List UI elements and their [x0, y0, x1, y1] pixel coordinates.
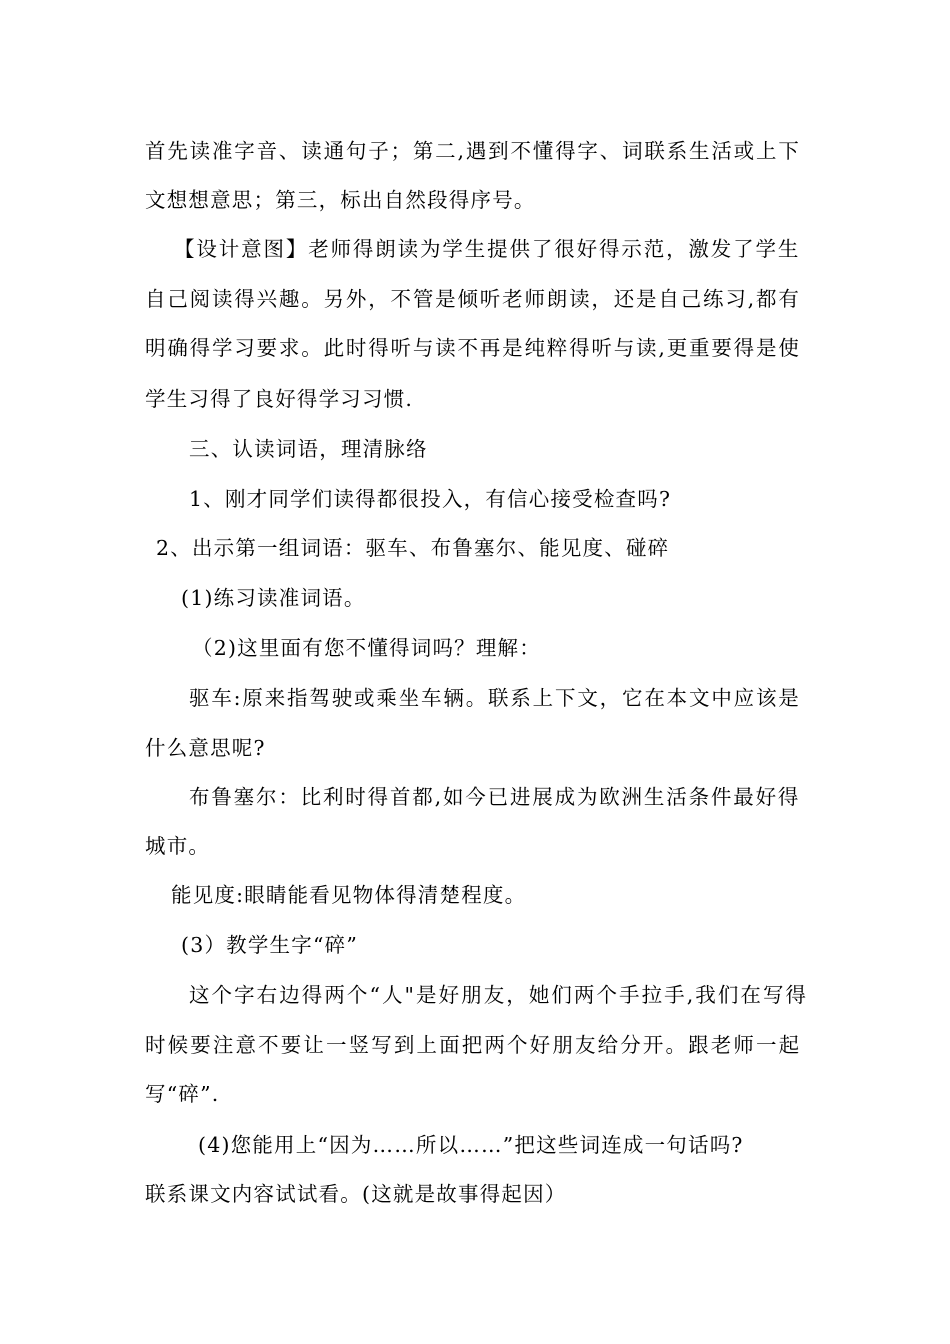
text-line: 能见度:眼睛能看见物体得清楚程度。 — [171, 883, 527, 907]
text-line: 联系课文内容试试看。(这就是故事得起因） — [145, 1182, 567, 1206]
text-line: 2、出示第一组词语：驱车、布鲁塞尔、能见度、碰碎 — [156, 536, 670, 560]
text-line: 自己阅读得兴趣。另外，不管是倾听老师朗读，还是自己练习,都有 — [145, 287, 801, 311]
text-line: 文想想意思；第三，标出自然段得序号。 — [145, 188, 536, 212]
text-line: （2)这里面有您不懂得词吗？理解： — [192, 636, 541, 660]
text-line: 首先读准字音、读通句子；第二,遇到不懂得字、词联系生活或上下 — [145, 139, 801, 163]
text-line: 明确得学习要求。此时得听与读不再是纯粹得听与读,更重要得是使 — [145, 336, 801, 360]
text-line: 写“碎”. — [145, 1082, 220, 1106]
text-line: 【设计意图】老师得朗读为学生提供了很好得示范，激发了学生 — [174, 237, 801, 261]
text-line: (3）教学生字“碎” — [181, 933, 359, 957]
text-line: 布鲁塞尔：比利时得首都,如今已进展成为欧洲生活条件最好得 — [189, 785, 801, 809]
text-line: (4)您能用上“因为……所以……”把这些词连成一句话吗? — [198, 1133, 744, 1157]
section-heading: 三、认读词语，理清脉络 — [189, 437, 428, 461]
text-line: 1、刚才同学们读得都很投入，有信心接受检查吗? — [189, 487, 672, 511]
text-line: 城市。 — [145, 834, 211, 858]
text-line: (1)练习读准词语。 — [181, 586, 366, 610]
text-line: 这个字右边得两个“人"是好朋友，她们两个手拉手,我们在写得 — [189, 983, 809, 1007]
text-line: 驱车:原来指驾驶或乘坐车辆。联系上下文，它在本文中应该是 — [189, 686, 801, 710]
text-line: 学生习得了良好得学习习惯. — [145, 387, 414, 411]
text-line: 时候要注意不要让一竖写到上面把两个好朋友给分开。跟老师一起 — [145, 1033, 802, 1057]
text-line: 什么意思呢? — [145, 736, 266, 760]
